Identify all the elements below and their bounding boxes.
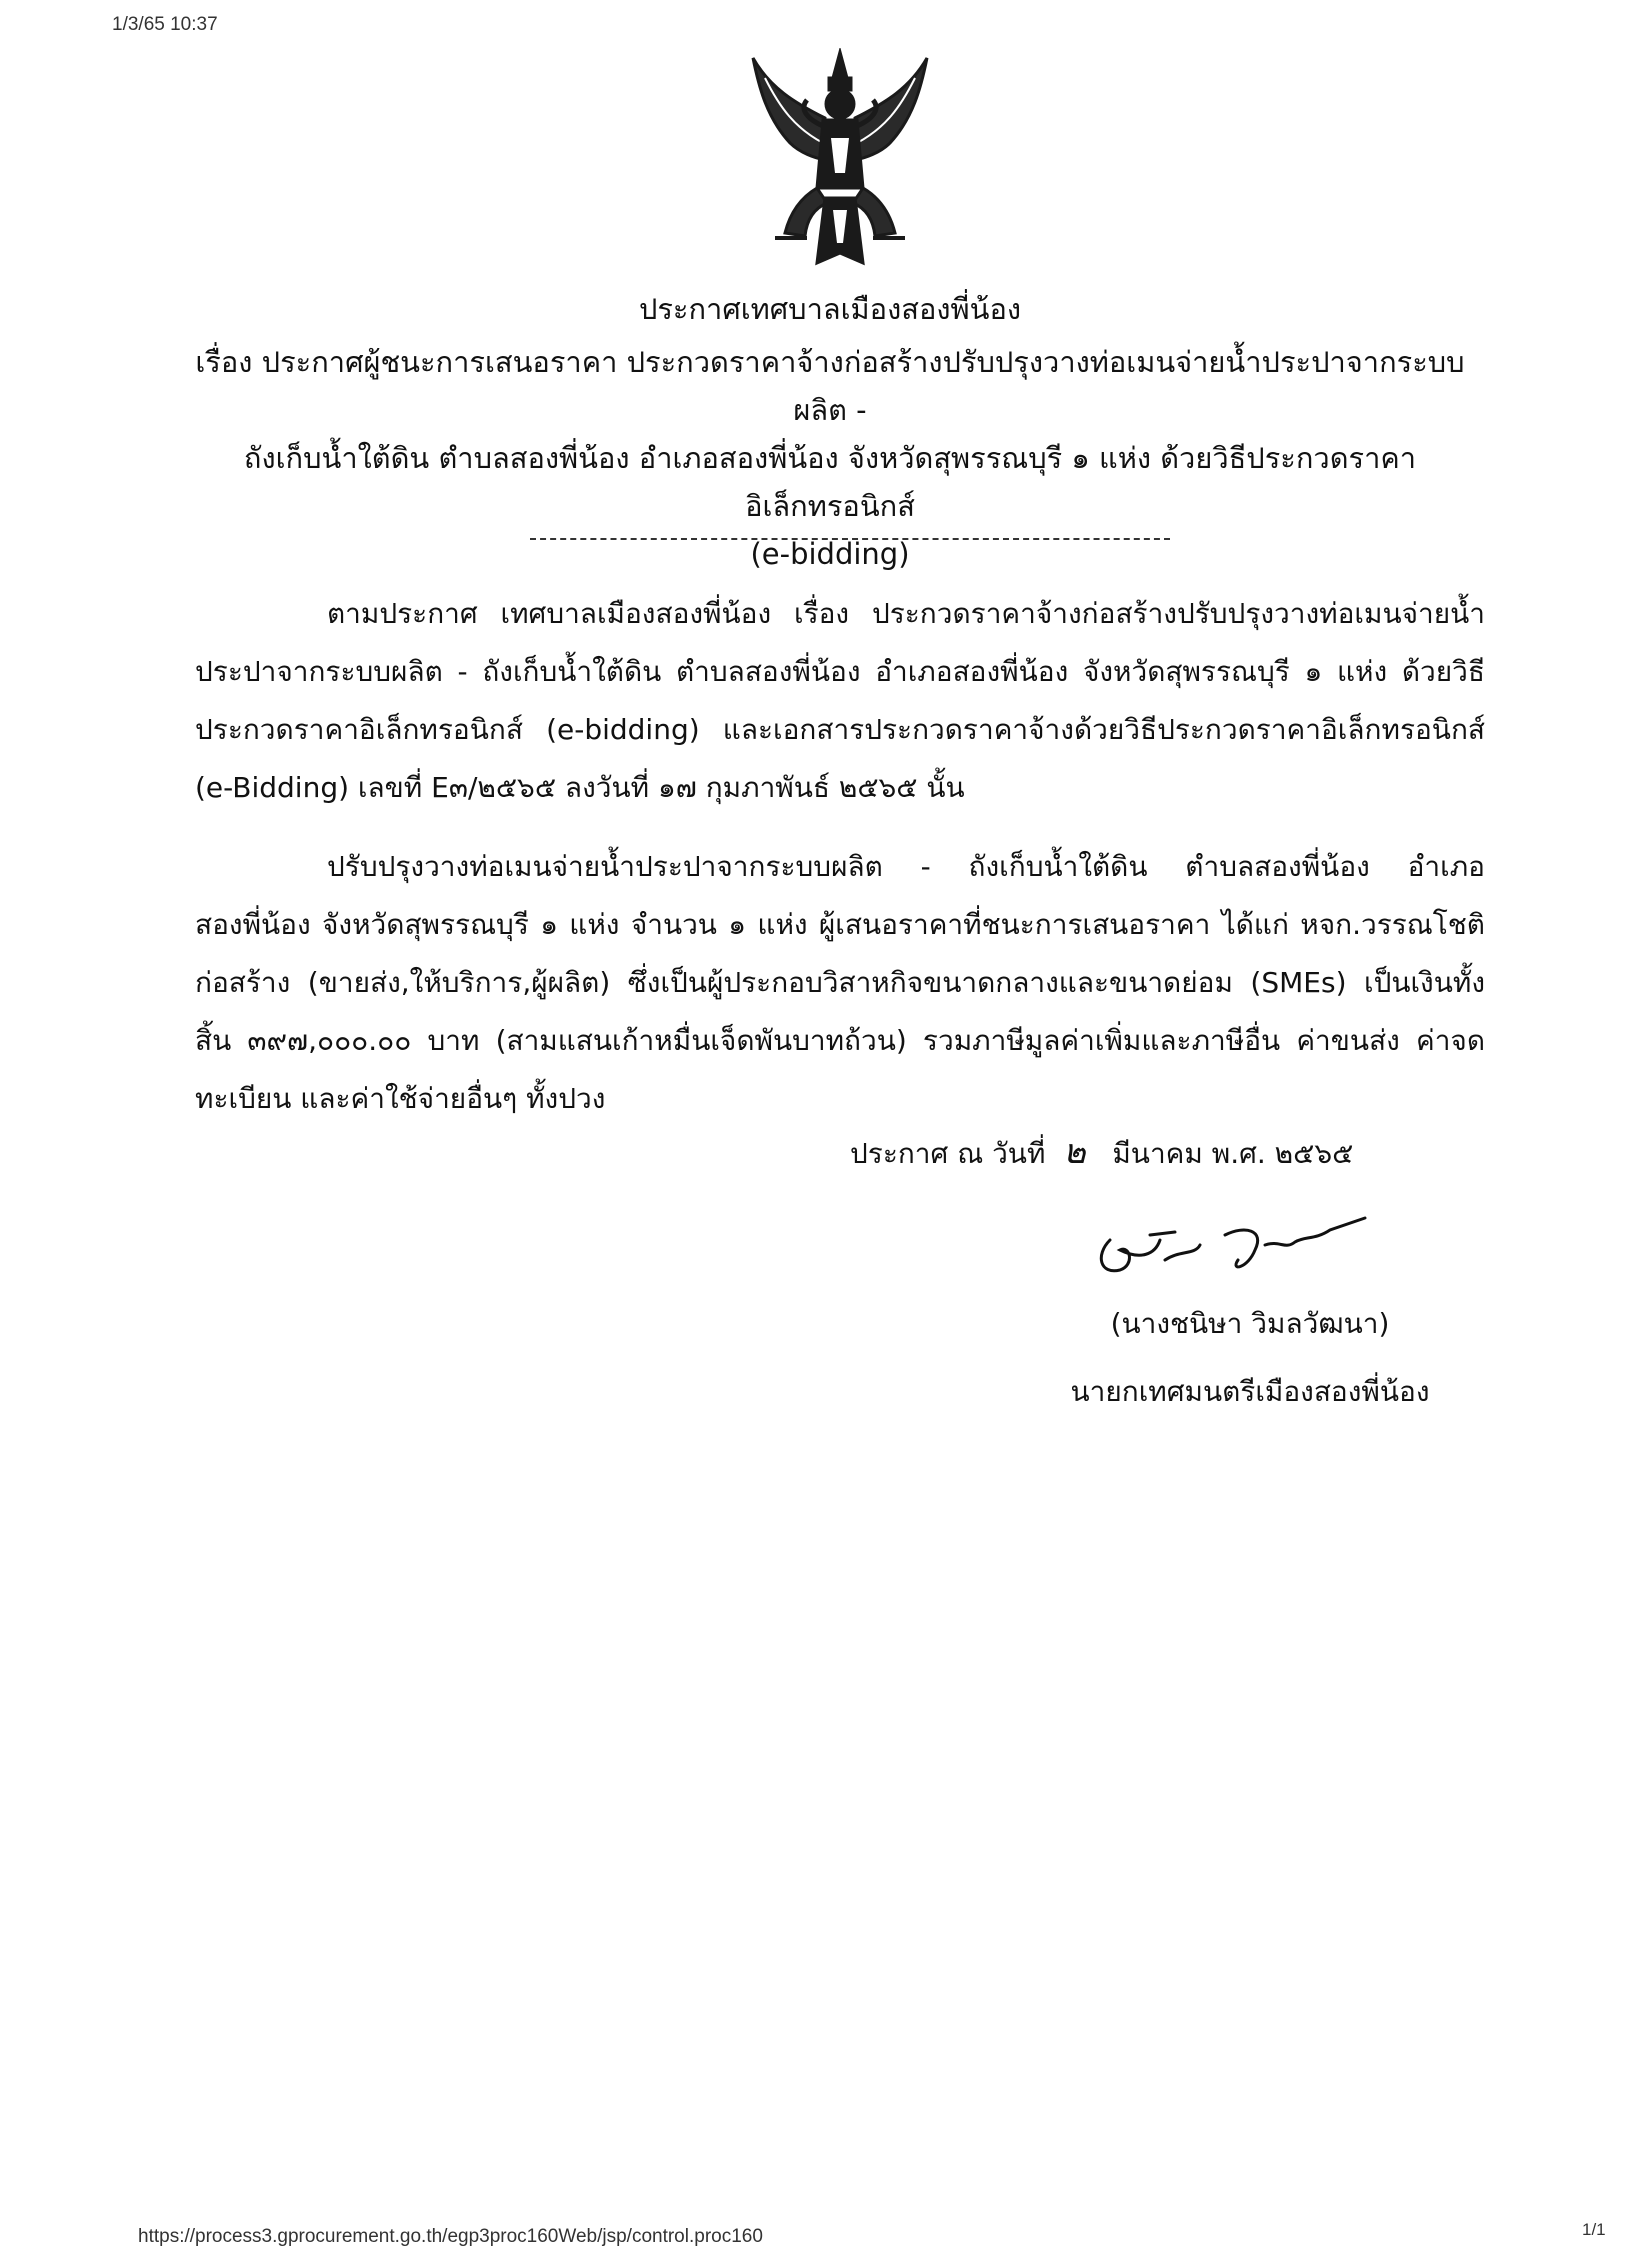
subject-line: เรื่อง ประกาศผู้ชนะการเสนอราคา ประกวดราคาจ้างก่อสร้างปรับปรุงวางท่อเมนจ่ายน้ำประปาจากระบบผลิต -	[195, 345, 1465, 427]
subject-line: (e-bidding)	[750, 537, 910, 571]
signer-name: (นางชนิษา วิมลวัฒนา)	[1110, 1307, 1390, 1340]
body-paragraph-2: ปรับปรุงวางท่อเมนจ่ายน้ำประปาจากระบบผลิต - ถังเก็บน้ำใต้ดิน ตำบลสองพี่น้อง อำเภอสองพี่น้อง จังหวัดสุพรรณบุรี ๑ แห่ง จำนวน ๑ แห่ง ผู้เสนอราคาที่ชนะการเสนอราคา ได้แก่ หจก.วรรณโชติก่อสร้าง (ขายส่ง,ให้บริการ,ผู้ผลิต) ซึ่งเป็นผู้ประกอบวิสาหกิจขนาดกลางและขนาดย่อม (SMEs) เป็นเงินทั้งสิ้น ๓๙๗,๐๐๐.๐๐ บาท (สามแสนเก้าหมื่นเจ็ดพันบาทถ้วน) รวมภาษีมูลค่าเพิ่มและภาษีอื่น ค่าขนส่ง ค่าจดทะเบียน และค่าใช้จ่ายอื่นๆ ทั้งปวง	[195, 850, 1485, 1115]
separator-line	[530, 538, 1170, 540]
document-subject	[180, 338, 1480, 578]
document-title: ประกาศเทศบาลเมืองสองพี่น้อง	[638, 292, 1022, 326]
announce-month-year: มีนาคม พ.ศ. ๒๕๖๕	[1112, 1137, 1354, 1170]
announce-day: ๒	[1063, 1132, 1086, 1172]
announcement-date	[850, 1128, 1353, 1178]
footer-url: https://process3.gprocurement.go.th/egp3proc160Web/jsp/control.proc160	[138, 2226, 763, 2247]
signer-title: นายกเทศมนตรีเมืองสองพี่น้อง	[1070, 1375, 1430, 1408]
footer-page-number: 1/1	[1582, 2220, 1606, 2239]
print-timestamp: 1/3/65 10:37	[112, 14, 218, 35]
garuda-emblem-icon	[745, 48, 935, 278]
signature-image	[1080, 1200, 1370, 1290]
subject-line: ถังเก็บน้ำใต้ดิน ตำบลสองพี่น้อง อำเภอสองพี่น้อง จังหวัดสุพรรณบุรี ๑ แห่ง ด้วยวิธีประกวดราคาอิเล็กทรอนิกส์	[243, 441, 1417, 523]
body-paragraph-1: ตามประกาศ เทศบาลเมืองสองพี่น้อง เรื่อง ประกวดราคาจ้างก่อสร้างปรับปรุงวางท่อเมนจ่ายน้ำประปาจากระบบผลิต - ถังเก็บน้ำใต้ดิน ตำบลสองพี่น้อง อำเภอสองพี่น้อง จังหวัดสุพรรณบุรี ๑ แห่ง ด้วยวิธีประกวดราคาอิเล็กทรอนิกส์ (e-bidding) และเอกสารประกวดราคาจ้างด้วยวิธีประกวดราคาอิเล็กทรอนิกส์ (e-Bidding) เลขที่ E๓/๒๕๖๕ ลงวันที่ ๑๗ กุมภาพันธ์ ๒๕๖๕ นั้น	[195, 597, 1485, 804]
announce-prefix: ประกาศ ณ วันที่	[850, 1137, 1046, 1170]
